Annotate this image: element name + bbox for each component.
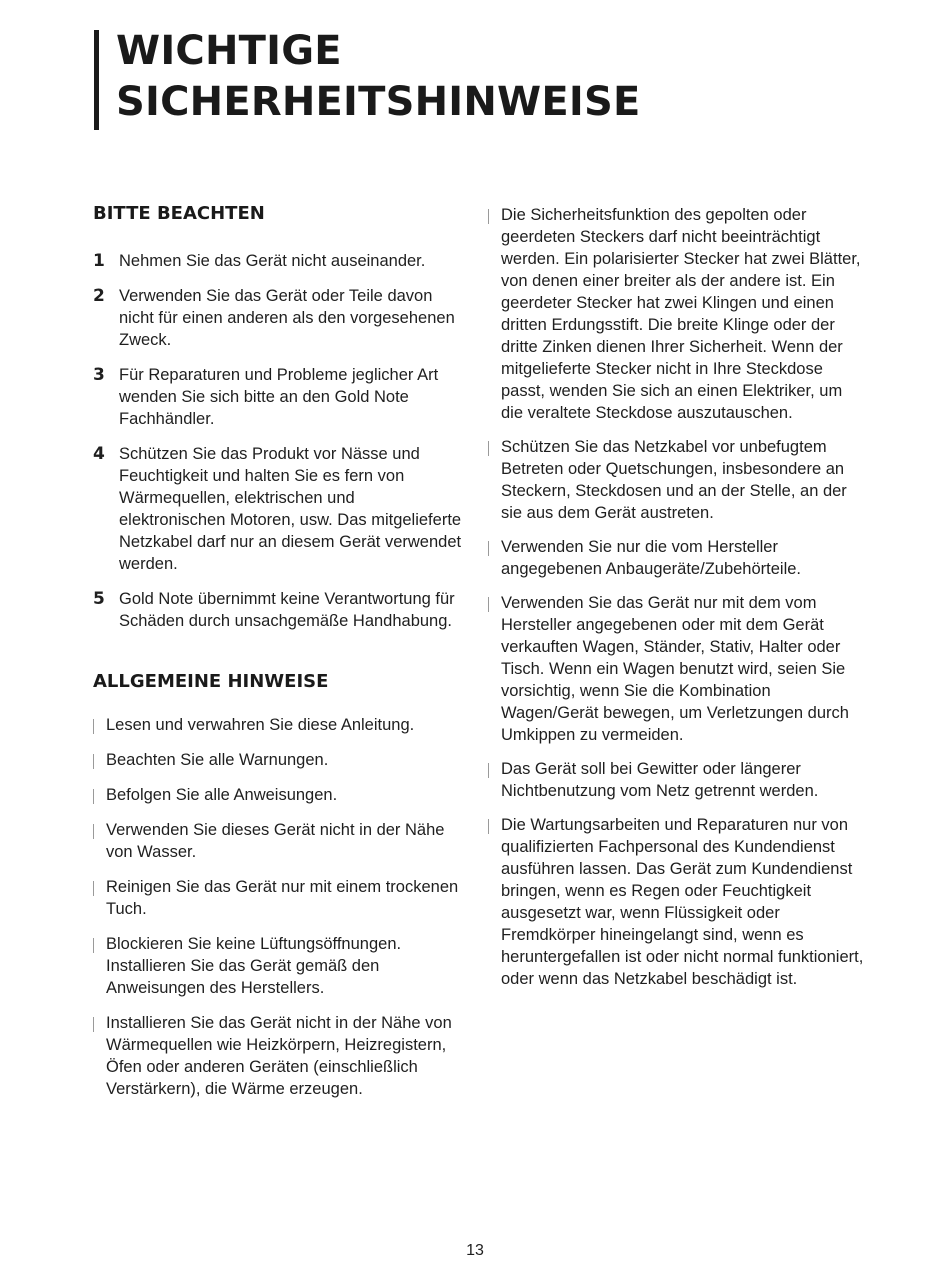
item-text: Blockieren Sie keine Lüftungsöffnungen. Installieren Sie das Gerät gemäß den Anweisungen des Herstellers.: [106, 935, 402, 997]
item-text: Verwenden Sie dieses Gerät nicht in der Nähe von Wasser.: [106, 821, 445, 861]
title-accent-bar: [94, 30, 99, 130]
bullet-item: [93, 876, 465, 920]
item-text: Schützen Sie das Netzkabel vor unbefugtem Betreten oder Quetschungen, insbesondere an Steckern, Steckdosen und an der Stelle, an der sie aus dem Gerät austreten.: [501, 438, 847, 522]
page-number: 13: [466, 1242, 484, 1259]
item-text: Die Wartungsarbeiten und Reparaturen nur von qualifizierten Fachpersonal des Kundendienst ausführen lassen. Das Gerät zum Kundendienst bringen, wenn es Regen oder Feuchtigkeit ausgesetzt war, wenn Flüssigkeit oder Fremdkörper hineingelangt sind, wenn es heruntergefallen ist oder nicht normal funktioniert, oder wenn das Netzkabel beschädigt ist.: [501, 816, 864, 988]
bullet-item: [488, 814, 868, 990]
bullet-item: [93, 933, 465, 999]
numbered-item: [93, 250, 465, 272]
numbered-item: [93, 443, 465, 575]
item-text: Die Sicherheitsfunktion des gepolten oder geerdeten Steckers darf nicht beeinträchtigt werden. Ein polarisierter Stecker hat zwei Blätter, von denen einer breiter als der andere ist. Ein geerdeter Stecker hat zwei Klingen und einen dritten Erdungsstift. Die breite Klinge oder der dritte Zinken dienen Ihrer Sicherheit. Wenn der mitgelieferte Stecker nicht in Ihre Steckdose passt, wenden Sie sich an einen Elektriker, um die veraltete Steckdose auszutauschen.: [501, 206, 861, 422]
page-title-line-2: SICHERHEITSHINWEISE: [116, 79, 641, 125]
bullet-item: [93, 1012, 465, 1100]
bullet-item: [488, 436, 868, 524]
bullet-bar: [488, 441, 489, 456]
item-text: Verwenden Sie das Gerät nur mit dem vom Hersteller angegebenen oder mit dem Gerät verkauften Wagen, Ständer, Stativ, Halter oder Tisch. Wenn ein Wagen benutzt wird, seien Sie vorsichtig, wenn Sie die Kombination Wagen/Gerät bewegen, um Verletzungen durch Umkippen zu vermeiden.: [501, 594, 849, 744]
numbered-item: [93, 588, 465, 632]
bullet-bar: [93, 881, 94, 896]
item-text: Nehmen Sie das Gerät nicht auseinander.: [119, 252, 426, 270]
item-text: Installieren Sie das Gerät nicht in der Nähe von Wärmequellen wie Heizkörpern, Heizregistern, Öfen oder anderen Geräten (einschließlich Verstärkern), die Wärme erzeugen.: [106, 1014, 452, 1098]
bullet-bar: [488, 541, 489, 556]
bullet-item: [93, 749, 465, 771]
page-title-line-1: WICHTIGE: [116, 28, 342, 74]
bullet-bar: [488, 763, 489, 778]
bullet-item: [488, 204, 868, 424]
bullet-bar: [93, 1017, 94, 1032]
bullet-item: [93, 819, 465, 863]
item-number: 1: [93, 251, 105, 271]
bullet-bar: [488, 209, 489, 224]
item-text: Beachten Sie alle Warnungen.: [106, 751, 329, 769]
bullet-item: [93, 784, 465, 806]
item-text: Befolgen Sie alle Anweisungen.: [106, 786, 338, 804]
section-heading-note: BITTE BEACHTEN: [93, 203, 265, 224]
item-text: Für Reparaturen und Probleme jeglicher Art wenden Sie sich bitte an den Gold Note Fachhändler.: [119, 366, 439, 428]
item-text: Verwenden Sie das Gerät oder Teile davon nicht für einen anderen als den vorgesehenen Zweck.: [119, 287, 455, 349]
bullet-bar: [488, 819, 489, 834]
item-text: Schützen Sie das Produkt vor Nässe und Feuchtigkeit und halten Sie es fern von Wärmequellen, elektrischen und elektronischen Motoren, usw. Das mitgelieferte Netzkabel darf nur an diesem Gerät verwendet werden.: [119, 445, 462, 573]
bullet-bar: [93, 938, 94, 953]
item-text: Das Gerät soll bei Gewitter oder längerer Nichtbenutzung vom Netz getrennt werden.: [501, 760, 819, 800]
item-number: 4: [93, 444, 105, 464]
bullet-bar: [93, 824, 94, 839]
item-text: Reinigen Sie das Gerät nur mit einem trockenen Tuch.: [106, 878, 459, 918]
item-text: Verwenden Sie nur die vom Hersteller angegebenen Anbaugeräte/Zubehörteile.: [501, 538, 802, 578]
section-heading-general: ALLGEMEINE HINWEISE: [93, 671, 329, 692]
item-number: 5: [93, 589, 105, 609]
bullet-item: [488, 536, 868, 580]
bullet-item: [93, 714, 465, 736]
page-title: [116, 26, 641, 128]
bullet-item: [488, 758, 868, 802]
numbered-item: [93, 364, 465, 430]
bullet-bar: [488, 597, 489, 612]
right-column: [488, 204, 868, 1002]
bullet-bar: [93, 789, 94, 804]
numbered-item: [93, 285, 465, 351]
bullet-bar: [93, 719, 94, 734]
item-number: 2: [93, 286, 105, 306]
item-text: Gold Note übernimmt keine Verantwortung für Schäden durch unsachgemäße Handhabung.: [119, 590, 455, 630]
bullet-bar: [93, 754, 94, 769]
item-number: 3: [93, 365, 105, 385]
bullet-item: [488, 592, 868, 746]
left-column: [93, 200, 465, 1113]
item-text: Lesen und verwahren Sie diese Anleitung.: [106, 716, 415, 734]
